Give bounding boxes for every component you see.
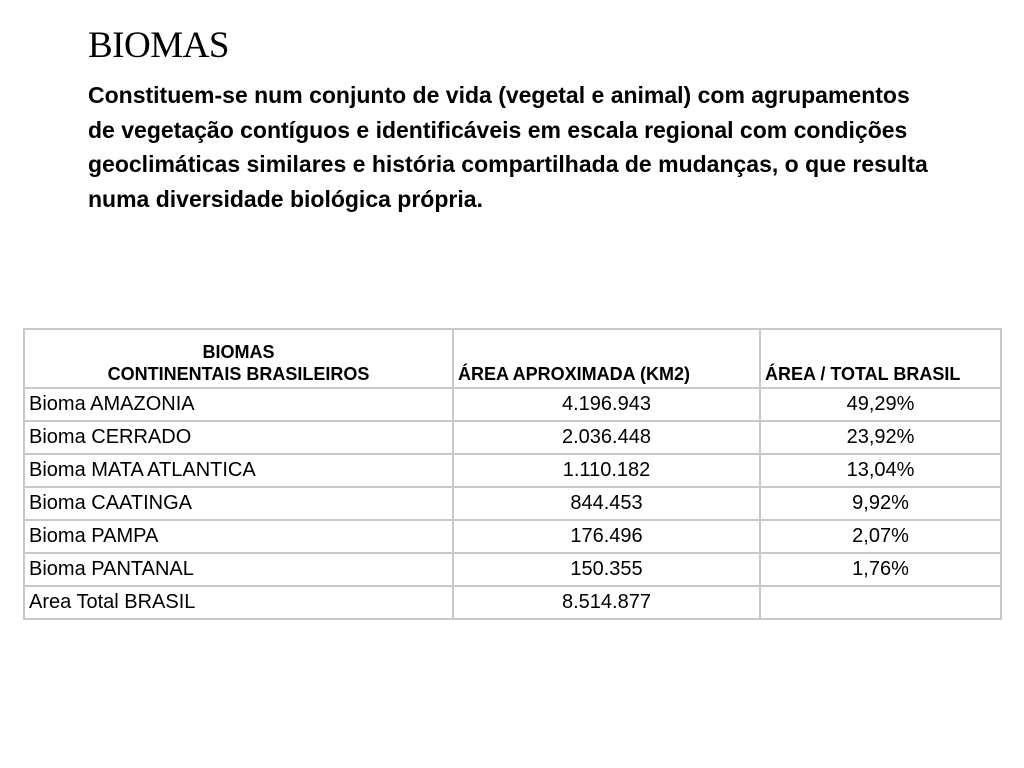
table-header-row <box>24 329 1001 388</box>
biome-share: 13,04% <box>760 454 1001 487</box>
total-share <box>760 586 1001 619</box>
biome-name: Bioma CERRADO <box>24 421 453 454</box>
header-share: ÁREA / TOTAL BRASIL <box>760 329 1001 388</box>
header-biomas-line2: CONTINENTAIS BRASILEIROS <box>107 364 370 384</box>
table-row <box>24 553 1001 586</box>
biome-area: 2.036.448 <box>453 421 760 454</box>
header-biomas-line1: BIOMAS <box>202 342 275 362</box>
intro-paragraph: Constituem-se num conjunto de vida (vegetal e animal) com agrupamentos de vegetação contíguos e identificáveis em escala regional com condições geoclimáticas similares e história compartilhada de mudanças, o que resulta numa diversidade biológica própria. <box>88 82 928 212</box>
biome-area: 150.355 <box>453 553 760 586</box>
slide-title: BIOMAS <box>88 25 229 66</box>
biomas-table <box>23 328 1002 620</box>
table-row-total <box>24 586 1001 619</box>
biome-share: 9,92% <box>760 487 1001 520</box>
biome-area: 4.196.943 <box>453 388 760 421</box>
biome-area: 1.110.182 <box>453 454 760 487</box>
biome-area: 844.453 <box>453 487 760 520</box>
table-row <box>24 421 1001 454</box>
header-area: ÁREA APROXIMADA (KM2) <box>453 329 760 388</box>
table-row <box>24 388 1001 421</box>
biome-share: 23,92% <box>760 421 1001 454</box>
biome-name: Bioma CAATINGA <box>24 487 453 520</box>
biome-share: 49,29% <box>760 388 1001 421</box>
header-biomas <box>24 329 453 388</box>
biome-area: 176.496 <box>453 520 760 553</box>
biome-share: 1,76% <box>760 553 1001 586</box>
biome-name: Bioma MATA ATLANTICA <box>24 454 453 487</box>
biome-name: Bioma PAMPA <box>24 520 453 553</box>
biome-name: Bioma AMAZONIA <box>24 388 453 421</box>
table-row <box>24 487 1001 520</box>
total-area: 8.514.877 <box>453 586 760 619</box>
biome-share: 2,07% <box>760 520 1001 553</box>
table-row <box>24 520 1001 553</box>
biome-name: Bioma PANTANAL <box>24 553 453 586</box>
table-row <box>24 454 1001 487</box>
total-label: Area Total BRASIL <box>24 586 453 619</box>
